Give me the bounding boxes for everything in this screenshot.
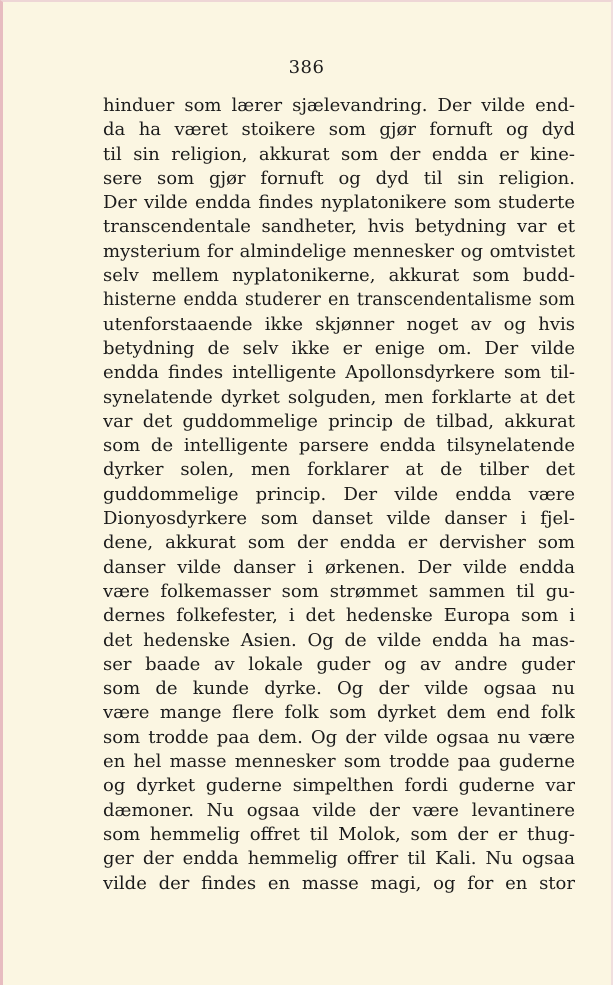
text-line: være folkemasser som strømmet sammen til gu- (103, 580, 575, 602)
text-line: dyrker solen, men forklarer at de tilber det (103, 459, 575, 481)
text-line: det hedenske Asien. Og de vilde endda ha mas- (103, 629, 575, 651)
text-line: som de intelligente parsere endda tilsynelatende (103, 435, 575, 457)
text-line: betydning de selv ikke er enige om. Der vilde (103, 337, 575, 359)
text-line: dæmoner. Nu ogsaa vilde der være levantinere (103, 799, 575, 821)
text-line: som hemmelig offret til Molok, som der er thug- (103, 823, 575, 845)
text-line: ger der endda hemmelig offrer til Kali. Nu ogsaa (103, 848, 575, 870)
text-line: som trodde paa dem. Og der vilde ogsaa nu være (103, 726, 575, 748)
text-line: danser vilde danser i ørkenen. Der vilde endda (103, 556, 575, 578)
page-number: 386 (288, 57, 325, 78)
text-line: sere som gjør fornuft og dyd til sin religion. (103, 167, 575, 189)
text-line: til sin religion, akkurat som der endda er kine- (103, 143, 575, 165)
text-line: en hel masse mennesker som trodde paa guderne (103, 751, 575, 773)
text-line: Der vilde endda findes nyplatonikere som studerte (103, 192, 575, 214)
text-line: guddommelige princip. Der vilde endda være (103, 483, 575, 505)
text-line: mysterium for almindelige mennesker og omtvistet (103, 240, 575, 262)
text-line: dernes folkefester, i det hedenske Europa som i (103, 605, 575, 627)
text-line: vilde der findes en masse magi, og for en stor (103, 872, 575, 894)
text-line: histerne endda studerer en transcendentalisme som (103, 290, 575, 311)
text-line: som de kunde dyrke. Og der vilde ogsaa nu (103, 678, 575, 700)
text-line: utenforstaaende ikke skjønner noget av og hvis (103, 313, 575, 335)
text-line: hinduer som lærer sjælevandring. Der vilde end- (103, 95, 575, 116)
text-line: da ha været stoikere som gjør fornuft og dyd (103, 119, 575, 141)
text-line: var det guddommelige princip de tilbad, akkurat (103, 410, 575, 432)
text-line: være mange flere folk som dyrket dem end folk (103, 702, 575, 724)
text-line: endda findes intelligente Apollonsdyrkere som til- (103, 362, 575, 384)
text-line: transcendentale sandheter, hvis betydning var et (103, 216, 575, 238)
text-line: og dyrket guderne simpelthen fordi guderne var (103, 775, 575, 797)
text-line: dene, akkurat som der endda er dervisher som (103, 532, 575, 554)
text-line: synelatende dyrket solguden, men forklarte at det (103, 386, 575, 408)
text-line: Dionyosdyrkere som danset vilde danser i fjel- (103, 508, 575, 530)
text-line: selv mellem nyplatonikerne, akkurat som budd- (103, 265, 575, 287)
body-text (103, 94, 575, 896)
text-line: ser baade av lokale guder og av andre guder (103, 653, 575, 675)
